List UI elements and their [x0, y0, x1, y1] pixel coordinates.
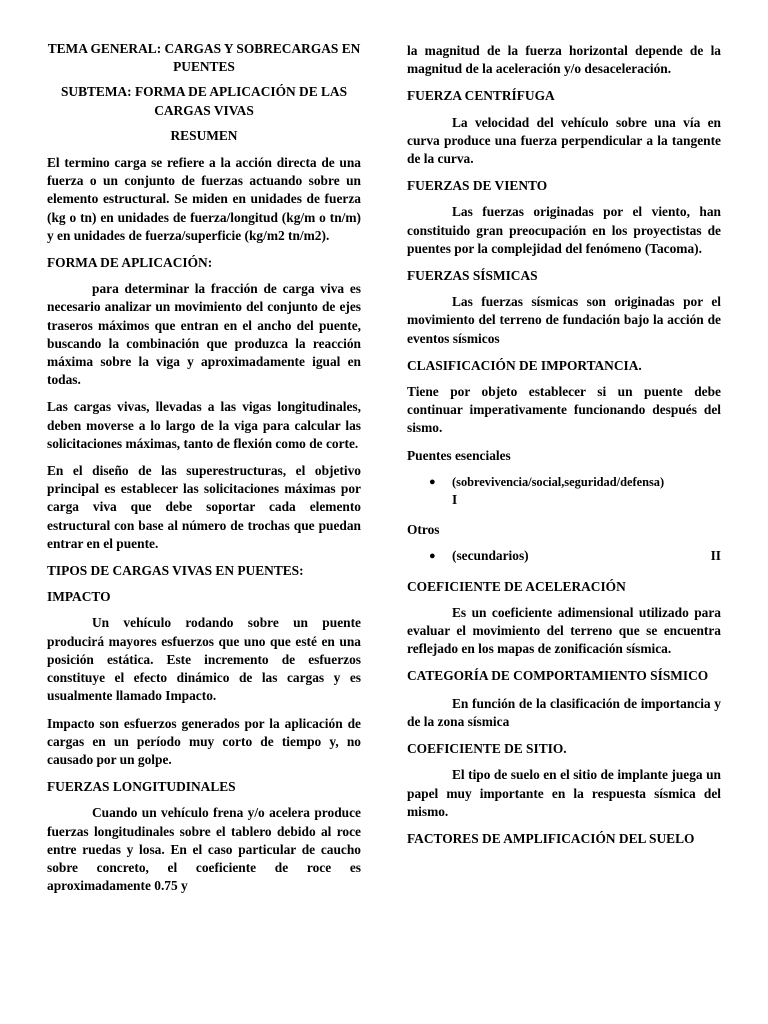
heading-categoria-comportamiento: CATEGORÍA DE COMPORTAMIENTO SÍSMICO — [407, 668, 709, 684]
label-puentes-esenciales: Puentes esenciales — [407, 447, 511, 463]
list-item-number: I — [452, 492, 458, 508]
list-item-text: (sobrevivencia/social,seguridad/defensa) — [452, 474, 665, 489]
paragraph-impacto-definicion: Impacto son esfuerzos generados por la aplicación de cargas en un período muy corto de tiempo y, no causado por un golpe. — [47, 715, 361, 767]
right-column — [407, 42, 721, 857]
heading-fuerza-centrifuga: FUERZA CENTRÍFUGA — [407, 88, 555, 104]
paragraph-impacto-vehiculo: Un vehículo rodando sobre un puente producirá mayores esfuerzos que uno que esté en una posición estática. Este incremento de esfuerzos constituye el efecto dinámico de las cargas y es usualmente llamado Impacto. — [47, 615, 361, 704]
heading-factores-amplificacion: FACTORES DE AMPLIFICACIÓN DEL SUELO — [407, 830, 695, 846]
heading-fuerzas-sismicas: FUERZAS SÍSMICAS — [407, 268, 538, 284]
list-otros — [407, 547, 721, 565]
heading-impacto: IMPACTO — [47, 589, 111, 605]
bullet-icon: ● — [429, 550, 436, 563]
bullet-icon: ● — [429, 475, 436, 488]
document-subtitle: SUBTEMA: FORMA DE APLICACIÓN DE LAS CARGAS VIVAS — [60, 84, 348, 118]
paragraph-carga-definicion: El termino carga se refiere a la acción directa de una fuerza o un conjunto de fuerzas actuando sobre un elemento estructural. Se miden en unidades de fuerza (kg o tn) en unidades de fuerza/longitud (kg/m o tn/m) y en unidades de fuerza/superficie (kg/m2 tn/m2). — [47, 155, 361, 243]
summary-heading: RESUMEN — [170, 127, 238, 143]
paragraph-fuerza-centrifuga: La velocidad del vehículo sobre una vía en curva produce una fuerza perpendicular a la tangente de la curva. — [407, 114, 721, 167]
list-item — [407, 547, 721, 565]
paragraph-cargas-vivas-vigas: Las cargas vivas, llevadas a las vigas longitudinales, deben moverse a lo largo de la viga para calcular las solicitaciones máximas, tanto de flexión como de corte. — [47, 399, 361, 451]
list-esenciales — [407, 473, 721, 509]
paragraph-clasificacion: Tiene por objeto establecer si un puente debe continuar imperativamente funcionando después del sismo. — [407, 384, 721, 436]
paragraph-fuerzas-viento: Las fuerzas originadas por el viento, han constituido gran preocupación en los proyectistas de puentes por la complejidad del fenómeno (Tacoma). — [407, 204, 721, 256]
paragraph-coeficiente-aceleracion: Es un coeficiente adimensional utilizado para evaluar el movimiento del terreno que se encuentra reflejado en los mapas de zonificación sísmica. — [407, 604, 721, 657]
heading-coeficiente-aceleracion: COEFICIENTE DE ACELERACIÓN — [407, 578, 626, 594]
list-item-text: (secundarios) — [452, 548, 529, 564]
list-item-number: II — [710, 548, 721, 564]
heading-tipos-cargas: TIPOS DE CARGAS VIVAS EN PUENTES: — [47, 563, 304, 579]
heading-clasificacion-importancia: CLASIFICACIÓN DE IMPORTANCIA. — [407, 357, 642, 373]
paragraph-coeficiente-sitio: El tipo de suelo en el sitio de implante juega un papel muy importante en la respuesta sísmica del mismo. — [407, 767, 721, 819]
heading-coeficiente-sitio: COEFICIENTE DE SITIO. — [407, 741, 567, 757]
list-item — [407, 473, 721, 509]
left-column — [47, 40, 361, 904]
paragraph-continuation: la magnitud de la fuerza horizontal depende de la magnitud de la aceleración y/o desaceleración. — [407, 43, 721, 77]
heading-fuerzas-viento: FUERZAS DE VIENTO — [407, 178, 548, 194]
paragraph-fraccion-carga: para determinar la fracción de carga viva es necesario analizar un movimiento del conjunto de ejes traseros máximos que entran en el ancho del puente, buscando la combinación que produzca la reacción máxima sobre la viga y aproximadamente igual en todas. — [47, 281, 361, 388]
heading-forma-aplicacion: FORMA DE APLICACIÓN: — [47, 255, 213, 271]
paragraph-fuerzas-longitudinales: Cuando un vehículo frena y/o acelera produce fuerzas longitudinales sobre el tablero debido al roce entre ruedas y losa. En el caso particular de caucho sobre concreto, el coeficiente de roce es aproximadamente 0.75 y — [47, 805, 361, 894]
heading-fuerzas-longitudinales: FUERZAS LONGITUDINALES — [47, 779, 236, 795]
label-otros: Otros — [407, 522, 440, 538]
document-title: TEMA GENERAL: CARGAS Y SOBRECARGAS EN PUENTES — [47, 41, 361, 75]
paragraph-diseno-superestructuras: En el diseño de las superestructuras, el objetivo principal es establecer las solicitaciones máximas por carga viva que debe soportar cada elemento estructural con base al número de trochas que puedan entrar en el puente. — [47, 463, 361, 551]
paragraph-fuerzas-sismicas: Las fuerzas sísmicas son originadas por el movimiento del terreno de fundación bajo la acción de eventos sísmicos — [407, 294, 721, 346]
paragraph-categoria: En función de la clasificación de importancia y de la zona sísmica — [407, 695, 721, 729]
